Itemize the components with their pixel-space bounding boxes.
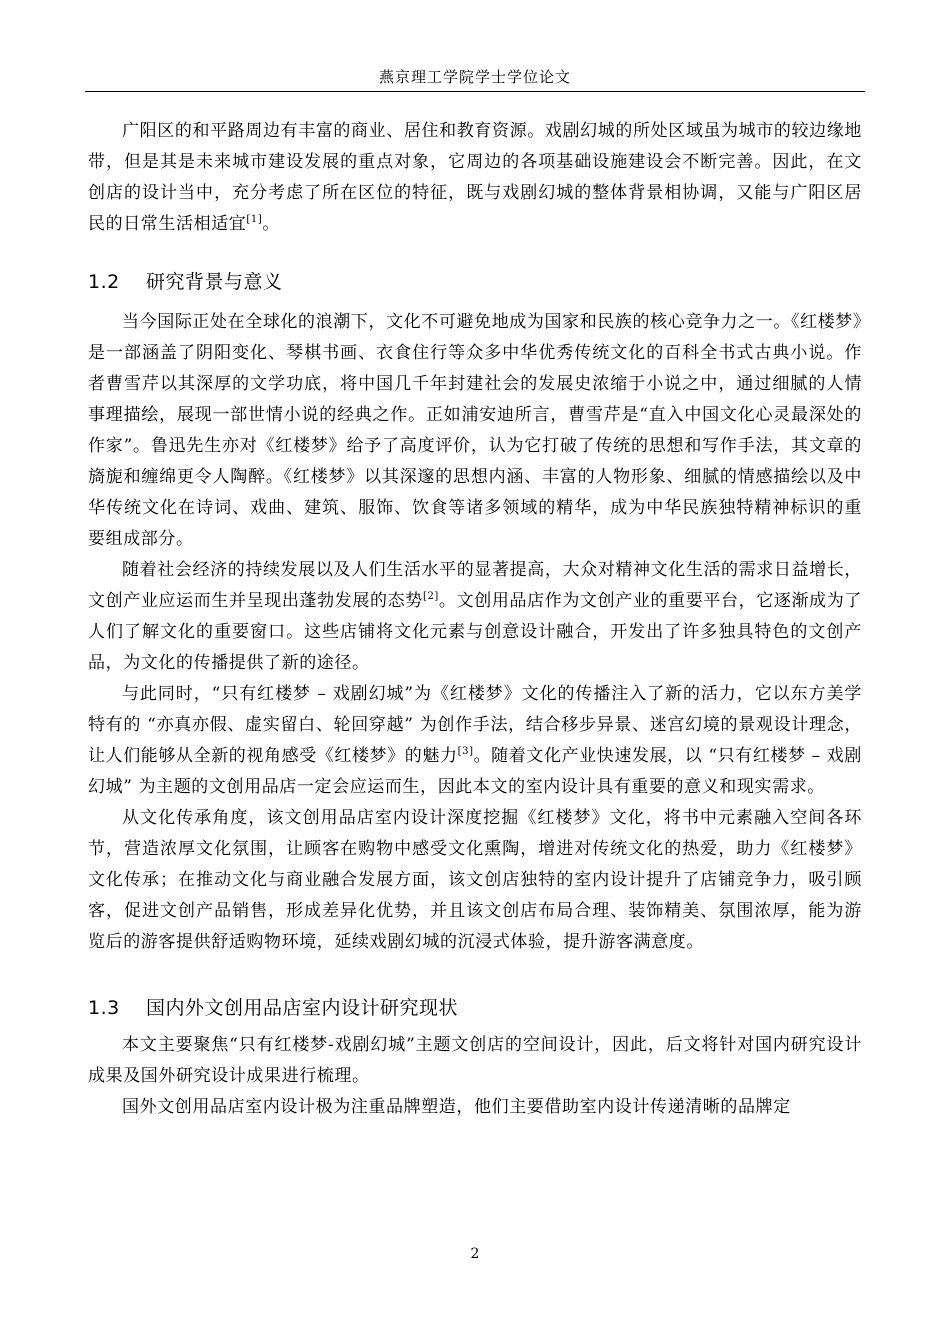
header-rule bbox=[85, 91, 865, 92]
citation: [1] bbox=[246, 214, 263, 225]
section-number: 1.2 bbox=[88, 271, 120, 293]
section-heading-1-3 bbox=[88, 994, 862, 1022]
citation: [3] bbox=[457, 746, 474, 757]
intro-paragraph-1: 广阳区的和平路周边有丰富的商业、居住和教育资源。戏剧幻城的所处区域虽为城市的较边缘地带，但是其是未来城市建设发展的重点对象，它周边的各项基础设施建设会不断完善。因此，在文创店的设计当中，充分考虑了所在区位的特征，既与戏剧幻城的整体背景相协调，又能与广阳区居民的日常生活相适宜[1]。 bbox=[88, 121, 862, 234]
section-number: 1.3 bbox=[88, 997, 120, 1019]
section-1-2-paragraph-4: 从文化传承角度，该文创用品店室内设计深度挖掘《红楼梦》文化，将书中元素融入空间各环节，营造浓厚文化氛围，让顾客在购物中感受文化熏陶，增进对传统文化的热爱，助力《红楼梦》文化传承；在推动文化与商业融合发展方面，该文创店独特的室内设计提升了店铺竞争力，吸引顾客，促进文创产品销售，形成差异化优势，并且该文创店布局合理、装饰精美、氛围浓厚，能为游览后的游客提供舒适购物环境，延续戏剧幻城的沉浸式体验，提升游客满意度。 bbox=[88, 808, 862, 952]
section-1-2-paragraph-3: 与此同时，“只有红楼梦 – 戏剧幻城”为《红楼梦》文化的传播注入了新的活力，它以东方美学特有的 “亦真亦假、虚实留白、轮回穿越” 为创作手法，结合移步异景、迷宫幻境的景观设计理念，让人们能够从全新的视角感受《红楼梦》的魅力[3]。随着文化产业快速发展，以 “只有红楼梦 – 戏剧幻城” 为主题的文创用品店一定会应运而生，因此本文的室内设计具有重要的意义和现实需求。 bbox=[88, 684, 862, 797]
section-1-3-paragraph-1: 本文主要聚焦“只有红楼梦-戏剧幻城”主题文创店的空间设计，因此，后文将针对国内研究设计成果及国外研究设计成果进行梳理。 bbox=[88, 1035, 862, 1086]
section-heading-1-2 bbox=[88, 268, 862, 296]
section-title: 国内外文创用品店室内设计研究现状 bbox=[146, 997, 459, 1019]
section-1-2-paragraph-1: 当今国际正处在全球化的浪潮下，文化不可避免地成为国家和民族的核心竞争力之一。《红楼梦》是一部涵盖了阴阳变化、琴棋书画、衣食住行等众多中华优秀传统文化的百科全书式古典小说。作者曹雪芹以其深厚的文学功底，将中国几千年封建社会的发展史浓缩于小说之中，通过细腻的人情事理描绘，展现一部世情小说的经典之作。正如浦安迪所言，曹雪芹是“直入中国文化心灵最深处的作家”。鲁迅先生亦对《红楼梦》给予了高度评价，认为它打破了传统的思想和写作手法，其文章的旖旎和缠绵更令人陶醉。《红楼梦》以其深邃的思想内涵、丰富的人物形象、细腻的情感描绘以及中华传统文化在诗词、戏曲、建筑、服饰、饮食等诸多领域的精华，成为中华民族独特精神标识的重要组成部分。 bbox=[88, 312, 862, 549]
page-number: 2 bbox=[470, 1246, 480, 1262]
citation: [2] bbox=[422, 591, 439, 602]
section-1-3-paragraph-2: 国外文创用品店室内设计极为注重品牌塑造，他们主要借助室内设计传递清晰的品牌定 bbox=[122, 1097, 791, 1117]
running-header: 燕京理工学院学士学位论文 bbox=[378, 68, 571, 86]
page-body bbox=[88, 116, 862, 1123]
section-title: 研究背景与意义 bbox=[146, 271, 283, 293]
section-1-2-paragraph-2: 随着社会经济的持续发展以及人们生活水平的显著提高，大众对精神文化生活的需求日益增长，文创产业应运而生并呈现出蓬勃发展的态势[2]。文创用品店作为文创产业的重要平台，它逐渐成为了人们了解文化的重要窗口。这些店铺将文化元素与创意设计融合，开发出了许多独具特色的文创产品，为文化的传播提供了新的途径。 bbox=[88, 560, 862, 673]
